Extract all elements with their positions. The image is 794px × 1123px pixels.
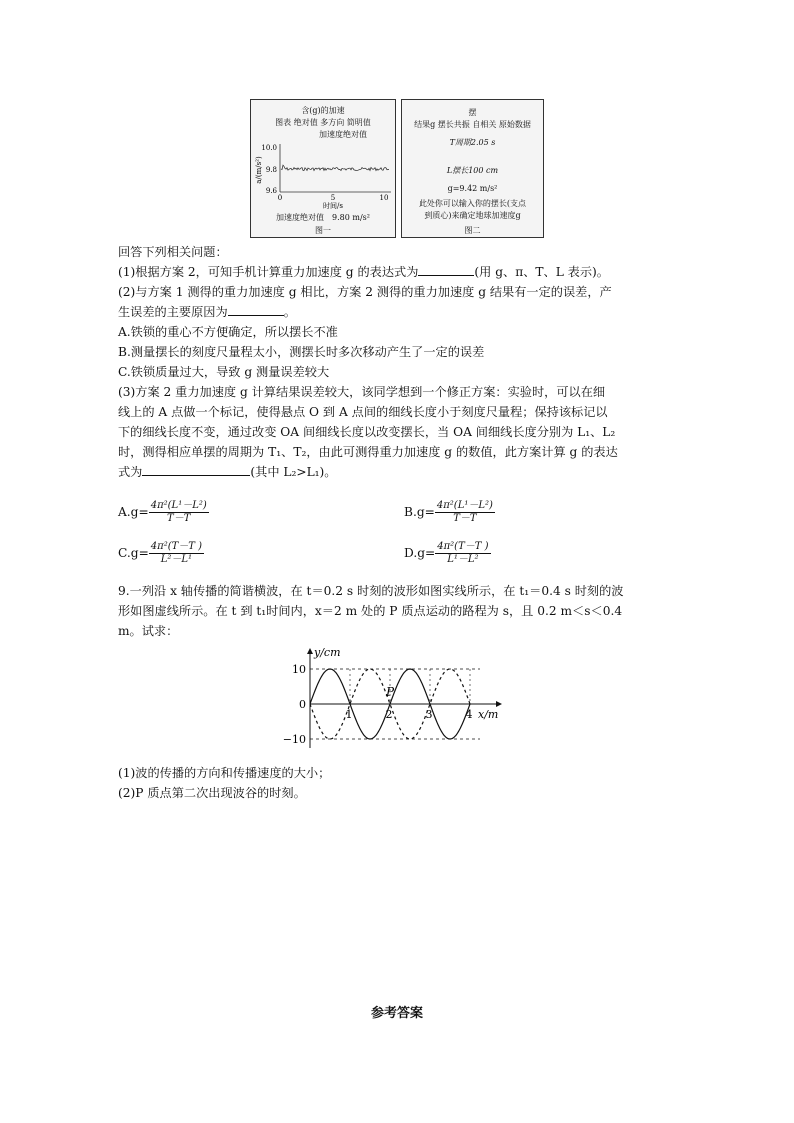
choice-b-fraction (435, 500, 495, 525)
choice-c-fraction (149, 541, 204, 566)
figure-1-ytick-1: 9.8 (265, 166, 277, 174)
choice-d-numerator: 4π²(T－T ) (437, 541, 489, 552)
choice-b-denominator: T－T (453, 513, 477, 524)
figure-2-gvalue: g=9.42 m/s² (447, 184, 498, 193)
q8-part1-text-b: (用 g、π、T、L 表示)。 (474, 265, 609, 279)
figure-2-note-2: 到质心)来确定地球加速度g (424, 211, 521, 220)
x-tick-label-1: 1 (345, 708, 353, 721)
figure-1-title: 含(g)的加速 (301, 106, 345, 115)
figure-1-graph (251, 140, 397, 210)
y-tick-label-0: 10 (292, 663, 306, 676)
figure-1-xlabel: 时间/s (323, 202, 343, 210)
q9-line3: m。试求： (118, 624, 179, 638)
figure-2-title: 摆 (468, 108, 477, 117)
q9-line1: 9.一列沿 x 轴传播的简谐横波，在 t＝0.2 s 时刻的波形如图实线所示，在 t₁＝0.4 s 时刻的波 (118, 584, 624, 598)
q8-option-b: B.测量摆长的刻度尺量程太小，测摆长时多次移动产生了一定的误差 (118, 345, 485, 359)
choice-c-denominator: L²－L¹ (160, 554, 193, 565)
q8-part1-blank (418, 263, 474, 276)
x-axis-label: x/m (478, 708, 499, 721)
q8-part3-line5 (118, 462, 337, 482)
choice-c-label: C.g= (118, 546, 149, 560)
figure-1-readout: 加速度绝对值 9.80 m/s² (276, 213, 370, 222)
figure-1-caption: 图一 (315, 226, 331, 235)
figure-2-screenshot (401, 99, 544, 238)
q9-sub2: (2)P 质点第二次出现波谷的时刻。 (118, 786, 306, 800)
choice-b-label: B.g= (404, 505, 435, 519)
choice-d-label: D.g= (404, 546, 436, 560)
choice-d (404, 541, 491, 566)
figure-2-length: L摆长100 cm (446, 166, 499, 175)
q8-part2-blank (228, 303, 284, 316)
q8-option-c: C.铁锁质量过大，导致 g 测量误差较大 (118, 365, 330, 379)
y-tick-label-2: −10 (282, 733, 306, 746)
q8-part2-line1: (2)与方案 1 测得的重力加速度 g 相比，方案 2 测得的重力加速度 g 结果有一定的误差，产 (118, 285, 612, 299)
figure-2-caption: 图二 (464, 226, 481, 235)
q8-intro: 回答下列相关问题： (118, 245, 228, 259)
choice-a-numerator: 4π²(L¹－L²) (150, 500, 207, 511)
q8-part3-line1: (3)方案 2 重力加速度 g 计算结果误差较大，该同学想到一个修正方案：实验时，可以在细 (118, 385, 606, 399)
figure-2-period: T周期2.05 s (449, 138, 496, 147)
figure-1-ylabel: a/(m/s²) (255, 156, 263, 184)
choice-d-denominator: L¹－L² (447, 554, 479, 565)
figure-1-subtitle: 加速度绝对值 (319, 130, 367, 139)
choice-a (118, 500, 209, 525)
figure-1-xtick-1: 5 (330, 194, 336, 202)
q8-part3-text: 式为 (118, 465, 143, 479)
q8-part2-text: 生误差的主要原因为 (118, 305, 228, 319)
y-tick-label-1: 0 (299, 698, 306, 711)
figure-1-signal (281, 165, 389, 170)
q9-line2: 形如图虚线所示。在 t 到 t₁时间内，x＝2 m 处的 P 质点运动的路程为 s，且 0.2 m＜s＜0.4 (118, 604, 623, 618)
y-axis-label: y/cm (314, 646, 341, 659)
choice-a-denominator: T－T (167, 513, 191, 524)
choice-d-fraction (435, 541, 490, 566)
point-p-label: P (386, 685, 395, 699)
q8-part3-line2: 线上的 A 点做一个标记，使得悬点 O 到 A 点间的细线长度小于刻度尺量程；保持该标记以 (118, 405, 608, 419)
q8-part3-line3: 下的细线长度不变，通过改变 OA 间细线长度以改变摆长，当 OA 间细线长度分别为 L₁、L₂ (118, 425, 616, 439)
q8-part1 (118, 262, 609, 282)
q8-option-a: A.铁锁的重心不方便确定，所以摆长不准 (118, 325, 338, 339)
choice-b (404, 500, 495, 525)
figure-1-ytick-2: 9.6 (265, 187, 277, 195)
choice-c-numerator: 4π²(T－T ) (150, 541, 203, 552)
q8-part2-line2 (118, 302, 296, 322)
y-axis-arrow (307, 648, 313, 654)
choice-a-label: A.g= (118, 505, 149, 519)
q8-part3-end: (其中 L₂>L₁)。 (250, 465, 337, 479)
figure-2-note-1: 此处你可以输入你的摆长(支点 (418, 199, 527, 208)
figure-1-screenshot (250, 99, 396, 238)
q8-part3-blank (142, 463, 250, 476)
x-tick-label-3: 3 (425, 708, 433, 721)
figure-1-xtick-2: 10 (379, 194, 389, 202)
figure-1-xtick-0: 0 (277, 194, 283, 202)
q8-part1-text-a: (1)根据方案 2，可知手机计算重力加速度 g 的表达式为 (118, 265, 419, 279)
figure-1-ytick-0: 10.0 (261, 144, 277, 152)
q8-part3-line4: 时，测得相应单摆的周期为 T₁、T₂，由此可测得重力加速度 g 的数值，此方案计算 g 的表达 (118, 445, 618, 459)
figure-1-menu: 图表 绝对值 多方向 简明值 (275, 118, 371, 127)
choice-a-fraction (149, 500, 209, 525)
figure-2-menu: 结果g 摆长共振 自相关 原始数据 (414, 120, 531, 129)
x-tick-label-2: 2 (385, 708, 393, 721)
wave-chart (280, 644, 520, 754)
q9-sub1: (1)波的传播的方向和传播速度的大小； (118, 766, 331, 780)
q8-part2-end: 。 (283, 305, 296, 319)
x-axis-arrow (496, 701, 502, 707)
choice-c (118, 541, 204, 566)
answer-heading: 参考答案 (370, 1006, 423, 1021)
choice-b-numerator: 4π²(L¹－L²) (436, 500, 493, 511)
x-tick-label-4: 4 (465, 708, 473, 721)
